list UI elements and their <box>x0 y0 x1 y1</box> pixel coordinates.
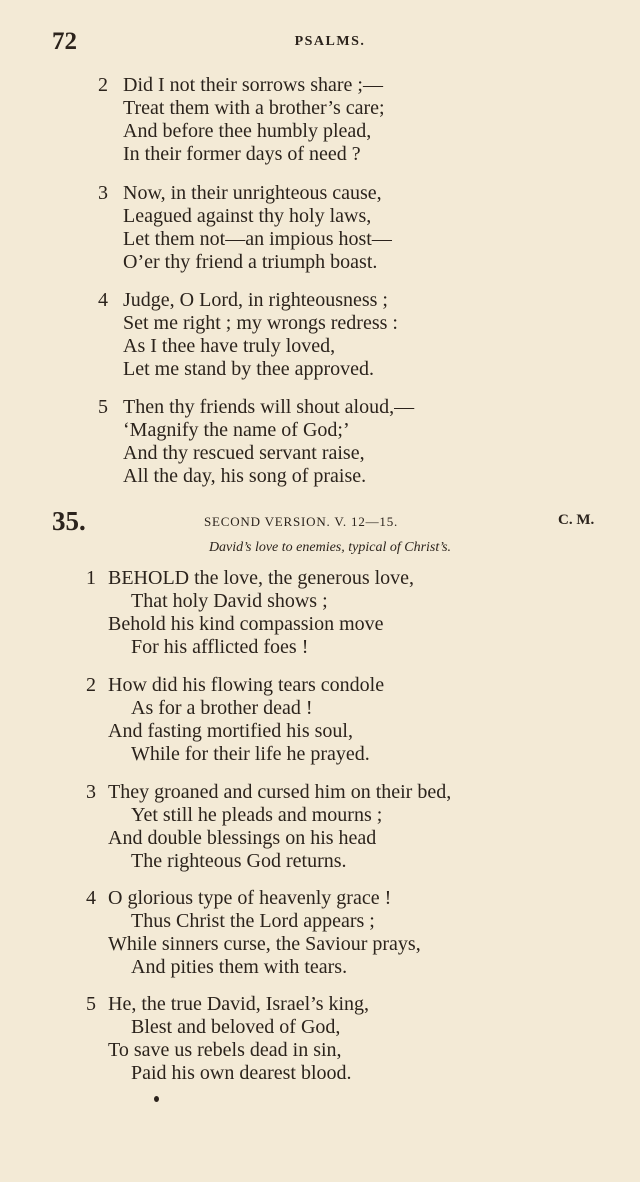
verse-line: As for a brother dead ! <box>131 697 313 719</box>
stanza-number: 4 <box>86 887 96 909</box>
verse-line: O’er thy friend a triumph boast. <box>123 251 378 273</box>
verse-line: Paid his own dearest blood. <box>131 1062 352 1084</box>
verse-line: For his afflicted foes ! <box>131 636 309 658</box>
version-label: SECOND VERSION. V. 12—15. <box>204 514 399 529</box>
verse-line: BEHOLD the love, the generous love, <box>108 567 415 589</box>
stanza-number: 5 <box>98 396 108 418</box>
verse-line: That holy David shows ; <box>131 590 328 612</box>
verse-line: Yet still he pleads and mourns ; <box>131 804 383 826</box>
verse-line: How did his flowing tears condole <box>108 674 385 696</box>
verse-line: He, the true David, Israel’s king, <box>108 993 370 1015</box>
verse-line: Blest and beloved of God, <box>131 1016 341 1038</box>
verse-line: Let them not—an impious host— <box>123 228 392 250</box>
verse-line: And pities them with tears. <box>131 956 348 978</box>
verse-line: And double blessings on his head <box>108 827 377 849</box>
psalm-number: 35. <box>52 506 86 536</box>
meter-label: C. M. <box>558 512 595 528</box>
verse-line: They groaned and cursed him on their bed, <box>108 781 452 803</box>
verse-line: Behold his kind compassion move <box>108 613 384 635</box>
verse-line: ‘Magnify the name of God;’ <box>123 419 350 441</box>
verse-line: Treat them with a brother’s care; <box>123 97 385 119</box>
psalm-subtitle: David’s love to enemies, typical of Christ’s. <box>208 540 452 555</box>
running-head: PSALMS. <box>294 34 366 49</box>
verse-line: Leagued against thy holy laws, <box>123 205 372 227</box>
stanza-number: 4 <box>98 289 108 311</box>
psalm-header <box>0 506 640 536</box>
verse-line: And thy rescued servant raise, <box>123 442 365 464</box>
page-number: 72 <box>52 28 77 55</box>
verse-line: Did I not their sorrows share ;— <box>123 74 383 96</box>
verse-line: In their former days of need ? <box>123 143 361 165</box>
verse-line: O glorious type of heavenly grace ! <box>108 887 392 909</box>
verse-line: While sinners curse, the Saviour prays, <box>108 933 421 955</box>
verse-line: Now, in their unrighteous cause, <box>123 182 382 204</box>
stanza-number: 3 <box>98 182 108 204</box>
stanza-number: 3 <box>86 781 96 803</box>
verse-line: The righteous God returns. <box>131 850 347 872</box>
stanza-number: 2 <box>86 674 96 696</box>
stanza-number: 2 <box>98 74 108 96</box>
verse-line: All the day, his song of praise. <box>123 465 367 487</box>
ink-dot <box>154 1096 159 1102</box>
page-header <box>0 28 640 58</box>
verse-line: To save us rebels dead in sin, <box>108 1039 342 1061</box>
verse-line: Thus Christ the Lord appears ; <box>131 910 375 932</box>
stanza-number: 5 <box>86 993 96 1015</box>
verse-line: Let me stand by thee approved. <box>123 358 375 380</box>
verse-line: As I thee have truly loved, <box>123 335 336 357</box>
verse-line: Then thy friends will shout aloud,— <box>123 396 415 418</box>
verse-line: While for their life he prayed. <box>131 743 370 765</box>
verse-line: And before thee humbly plead, <box>123 120 372 142</box>
stanza-number: 1 <box>86 567 96 589</box>
verse-line: Set me right ; my wrongs redress : <box>123 312 398 334</box>
verse-line: And fasting mortified his soul, <box>108 720 353 742</box>
verse-line: Judge, O Lord, in righteousness ; <box>123 289 388 311</box>
